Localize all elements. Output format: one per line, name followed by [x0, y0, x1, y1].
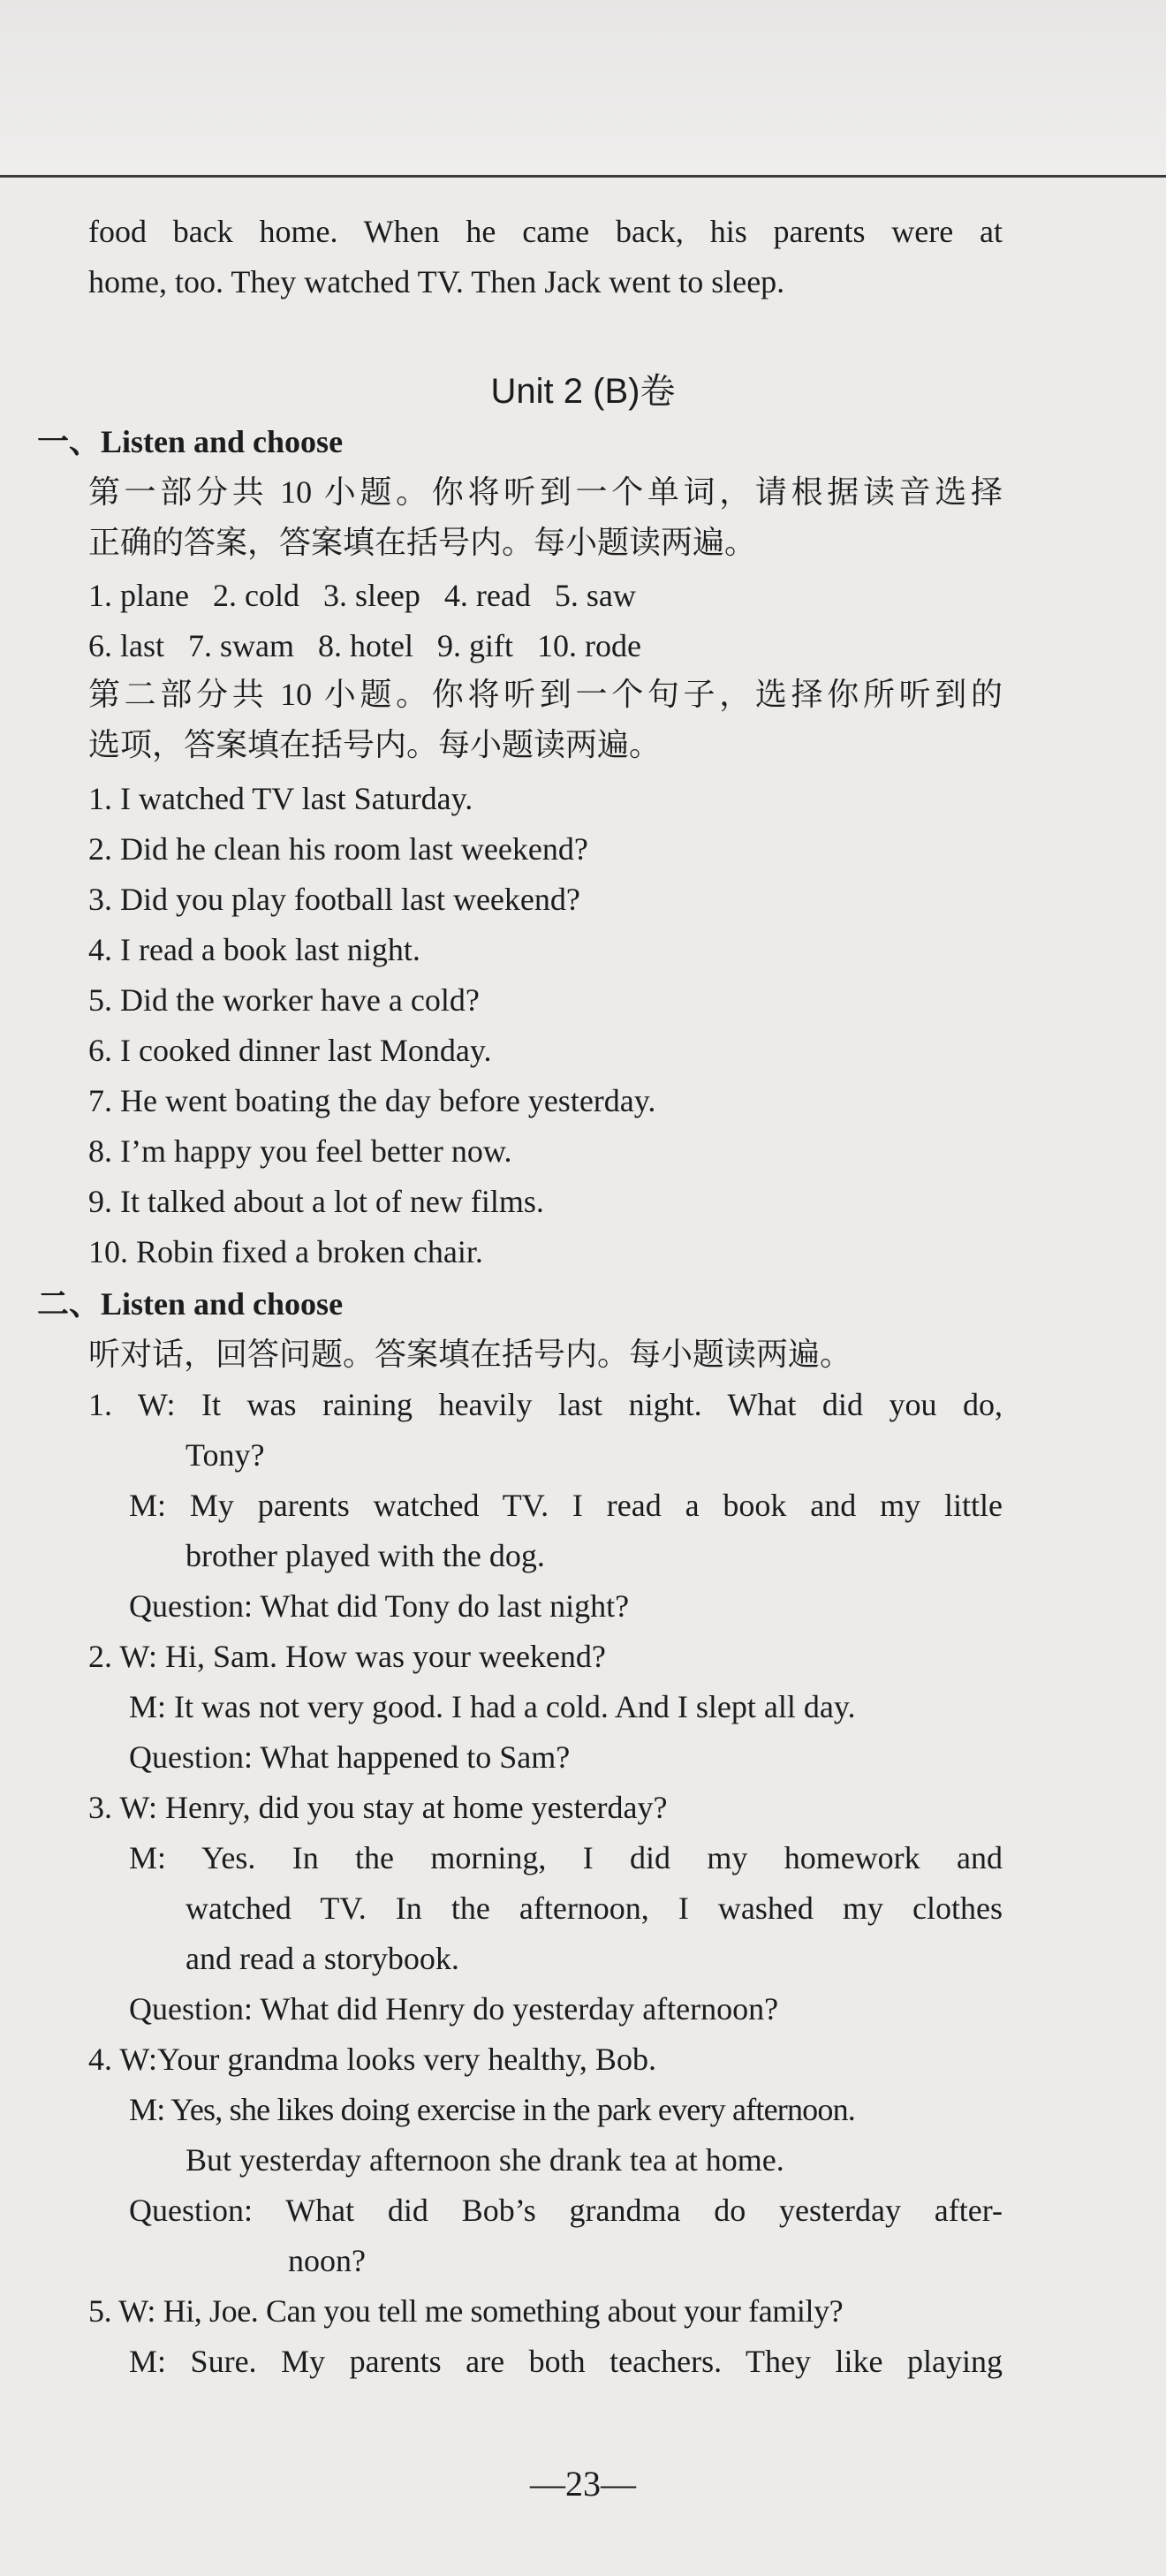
dialogue-4-w: 4. W:Your grandma looks very healthy, Bob. — [88, 2042, 656, 2077]
section2-heading: 二、Listen and choose — [37, 1286, 344, 1322]
dialogue-4-question-cont: noon? — [288, 2243, 366, 2278]
dialogue-3-m: M: Yes. In the morning, I did my homework and — [129, 1840, 1003, 1875]
section1-heading: 一、Listen and choose — [37, 424, 344, 459]
sentence-item: 4. I read a book last night. — [88, 932, 420, 967]
dialogue-2-m: M: It was not very good. I had a cold. And I slept all day. — [129, 1689, 856, 1724]
word-list-row-2: 6. last 7. swam 8. hotel 9. gift 10. rode — [88, 628, 641, 663]
section1-part1-instruction-2: 正确的答案，答案填在括号内。每小题读两遍。 — [88, 525, 757, 560]
word-list-row-1: 1. plane 2. cold 3. sleep 4. read 5. saw — [88, 578, 636, 613]
intro-line-1: food back home. When he came back, his parents were at — [88, 214, 1003, 249]
sentence-item: 1. I watched TV last Saturday. — [88, 781, 473, 816]
dialogue-1-m: M: My parents watched TV. I read a book and my little — [129, 1488, 1003, 1523]
section2-instruction: 听对话，回答问题。答案填在括号内。每小题读两遍。 — [88, 1337, 852, 1372]
dialogue-1-question: Question: What did Tony do last night? — [129, 1588, 630, 1624]
dialogue-4-question: Question: What did Bob’s grandma do yesterday after- — [129, 2193, 1003, 2228]
sentence-item: 9. It talked about a lot of new films. — [88, 1184, 544, 1219]
sentence-item: 8. I’m happy you feel better now. — [88, 1133, 512, 1169]
dialogue-1-m-cont: brother played with the dog. — [186, 1538, 545, 1573]
dialogue-3-w: 3. W: Henry, did you stay at home yesterday? — [88, 1790, 668, 1825]
dialogue-2-question: Question: What happened to Sam? — [129, 1739, 571, 1775]
page-top-margin — [0, 0, 1166, 175]
dialogue-3-m-cont: watched TV. In the afternoon, I washed my clothes — [186, 1890, 1003, 1926]
header-rule — [0, 175, 1166, 178]
sentence-item: 3. Did you play football last weekend? — [88, 882, 580, 917]
dialogue-3-question: Question: What did Henry do yesterday afternoon? — [129, 1991, 779, 2027]
dialogue-4-m-cont: But yesterday afternoon she drank tea at home. — [186, 2142, 784, 2178]
section1-part2-instruction-2: 选项，答案填在括号内。每小题读两遍。 — [88, 727, 662, 762]
page-number: —23— — [530, 2464, 636, 2504]
dialogue-4-m: M: Yes, she likes doing exercise in the park every afternoon. — [129, 2092, 855, 2127]
sentence-item: 6. I cooked dinner last Monday. — [88, 1033, 492, 1068]
section1-part1-instruction-1: 第一部分共 10 小题。你将听到一个单词，请根据读音选择 — [88, 474, 1003, 510]
dialogue-5-m: M: Sure. My parents are both teachers. They like playing — [129, 2344, 1003, 2379]
sentence-item: 7. He went boating the day before yesterday. — [88, 1083, 656, 1118]
dialogue-5-w: 5. W: Hi, Joe. Can you tell me something about your family? — [88, 2293, 844, 2329]
section1-part2-instruction-1: 第二部分共 10 小题。你将听到一个句子，选择你所听到的 — [88, 677, 1003, 712]
sentence-item: 5. Did the worker have a cold? — [88, 982, 480, 1018]
dialogue-3-m-cont: and read a storybook. — [186, 1941, 459, 1976]
dialogue-1-w-cont: Tony? — [186, 1437, 265, 1473]
sentence-item: 2. Did he clean his room last weekend? — [88, 831, 588, 867]
unit-title: Unit 2 (B)卷 — [490, 372, 676, 411]
sentence-item: 10. Robin fixed a broken chair. — [88, 1234, 483, 1269]
intro-line-2: home, too. They watched TV. Then Jack went to sleep. — [88, 264, 785, 299]
dialogue-1-w: 1. W: It was raining heavily last night. What did you do, — [88, 1387, 1003, 1422]
dialogue-2-w: 2. W: Hi, Sam. How was your weekend? — [88, 1639, 606, 1674]
